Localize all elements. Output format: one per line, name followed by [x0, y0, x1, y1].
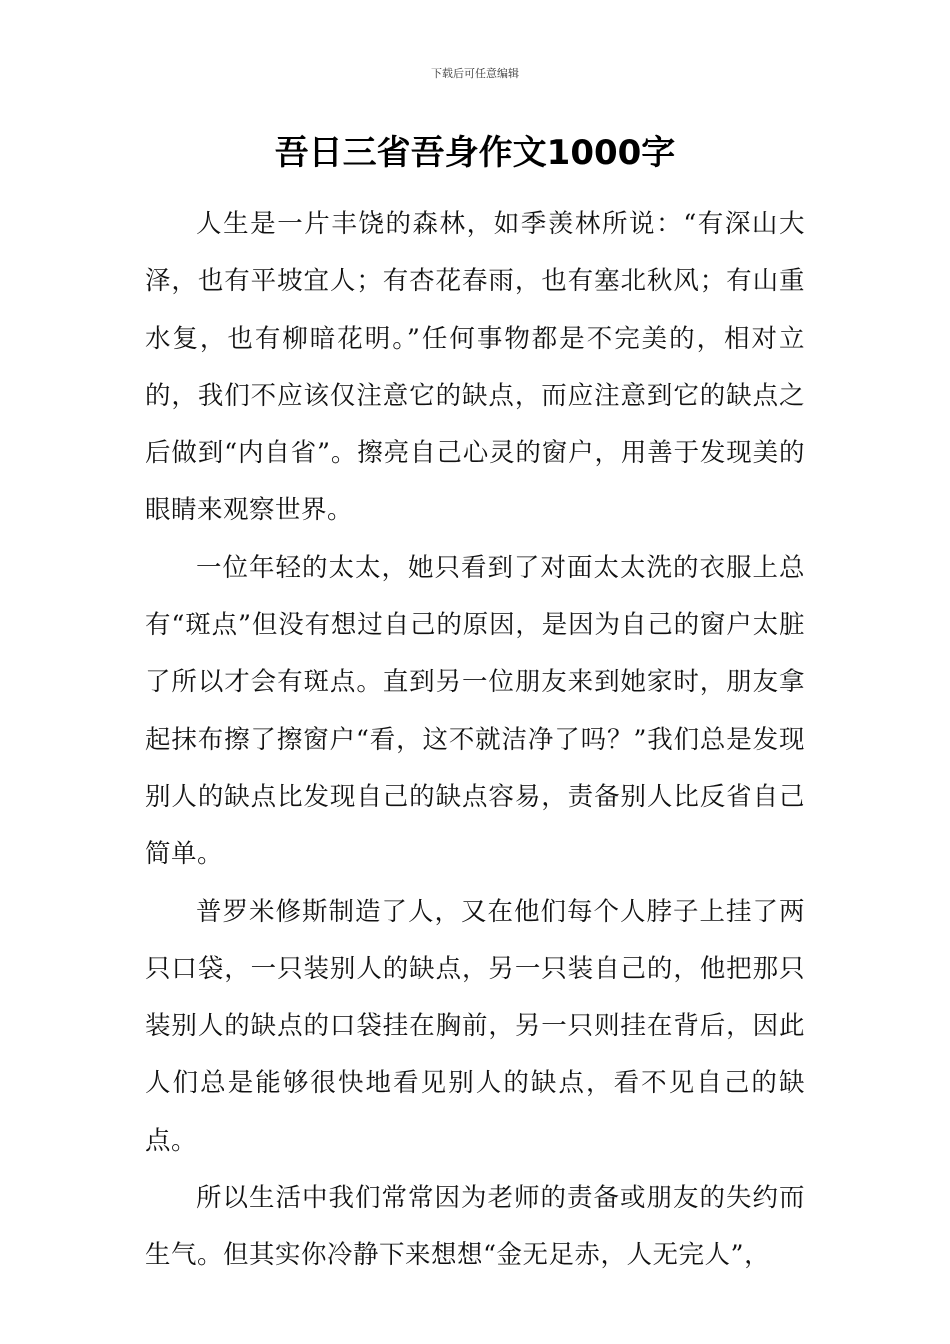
document-title: 吾日三省吾身作文1000字 — [274, 133, 676, 173]
header-note: 下载后可任意编辑 — [431, 67, 519, 80]
document-body — [145, 196, 805, 1285]
paragraph-3: 普罗米修斯制造了人，又在他们每个人脖子上挂了两只口袋，一只装别人的缺点，另一只装自己的，他把那只装别人的缺点的口袋挂在胸前，另一只则挂在背后，因此人们总是能够很快地看见别人的缺点，看不见自己的缺点。 — [145, 896, 805, 1156]
paragraph-4: 所以生活中我们常常因为老师的责备或朋友的失约而生气。但其实你冷静下来想想“金无足赤，人无完人”， — [145, 1183, 805, 1271]
paragraph-2: 一位年轻的太太，她只看到了对面太太洗的衣服上总有“斑点”但没有想过自己的原因，是因为自己的窗户太脏了所以才会有斑点。直到另一位朋友来到她家时，朋友拿起抹布擦了擦窗户“看，这不就洁净了吗？”我们总是发现别人的缺点比发现自己的缺点容易，责备别人比反省自己简单。 — [145, 552, 805, 870]
paragraph-1: 人生是一片丰饶的森林，如季羡林所说：“有深山大泽，也有平坡宜人；有杏花春雨，也有塞北秋风；有山重水复，也有柳暗花明。”任何事物都是不完美的，相对立的，我们不应该仅注意它的缺点，而应注意到它的缺点之后做到“内自省”。擦亮自己心灵的窗户，用善于发现美的眼睛来观察世界。 — [145, 209, 805, 526]
